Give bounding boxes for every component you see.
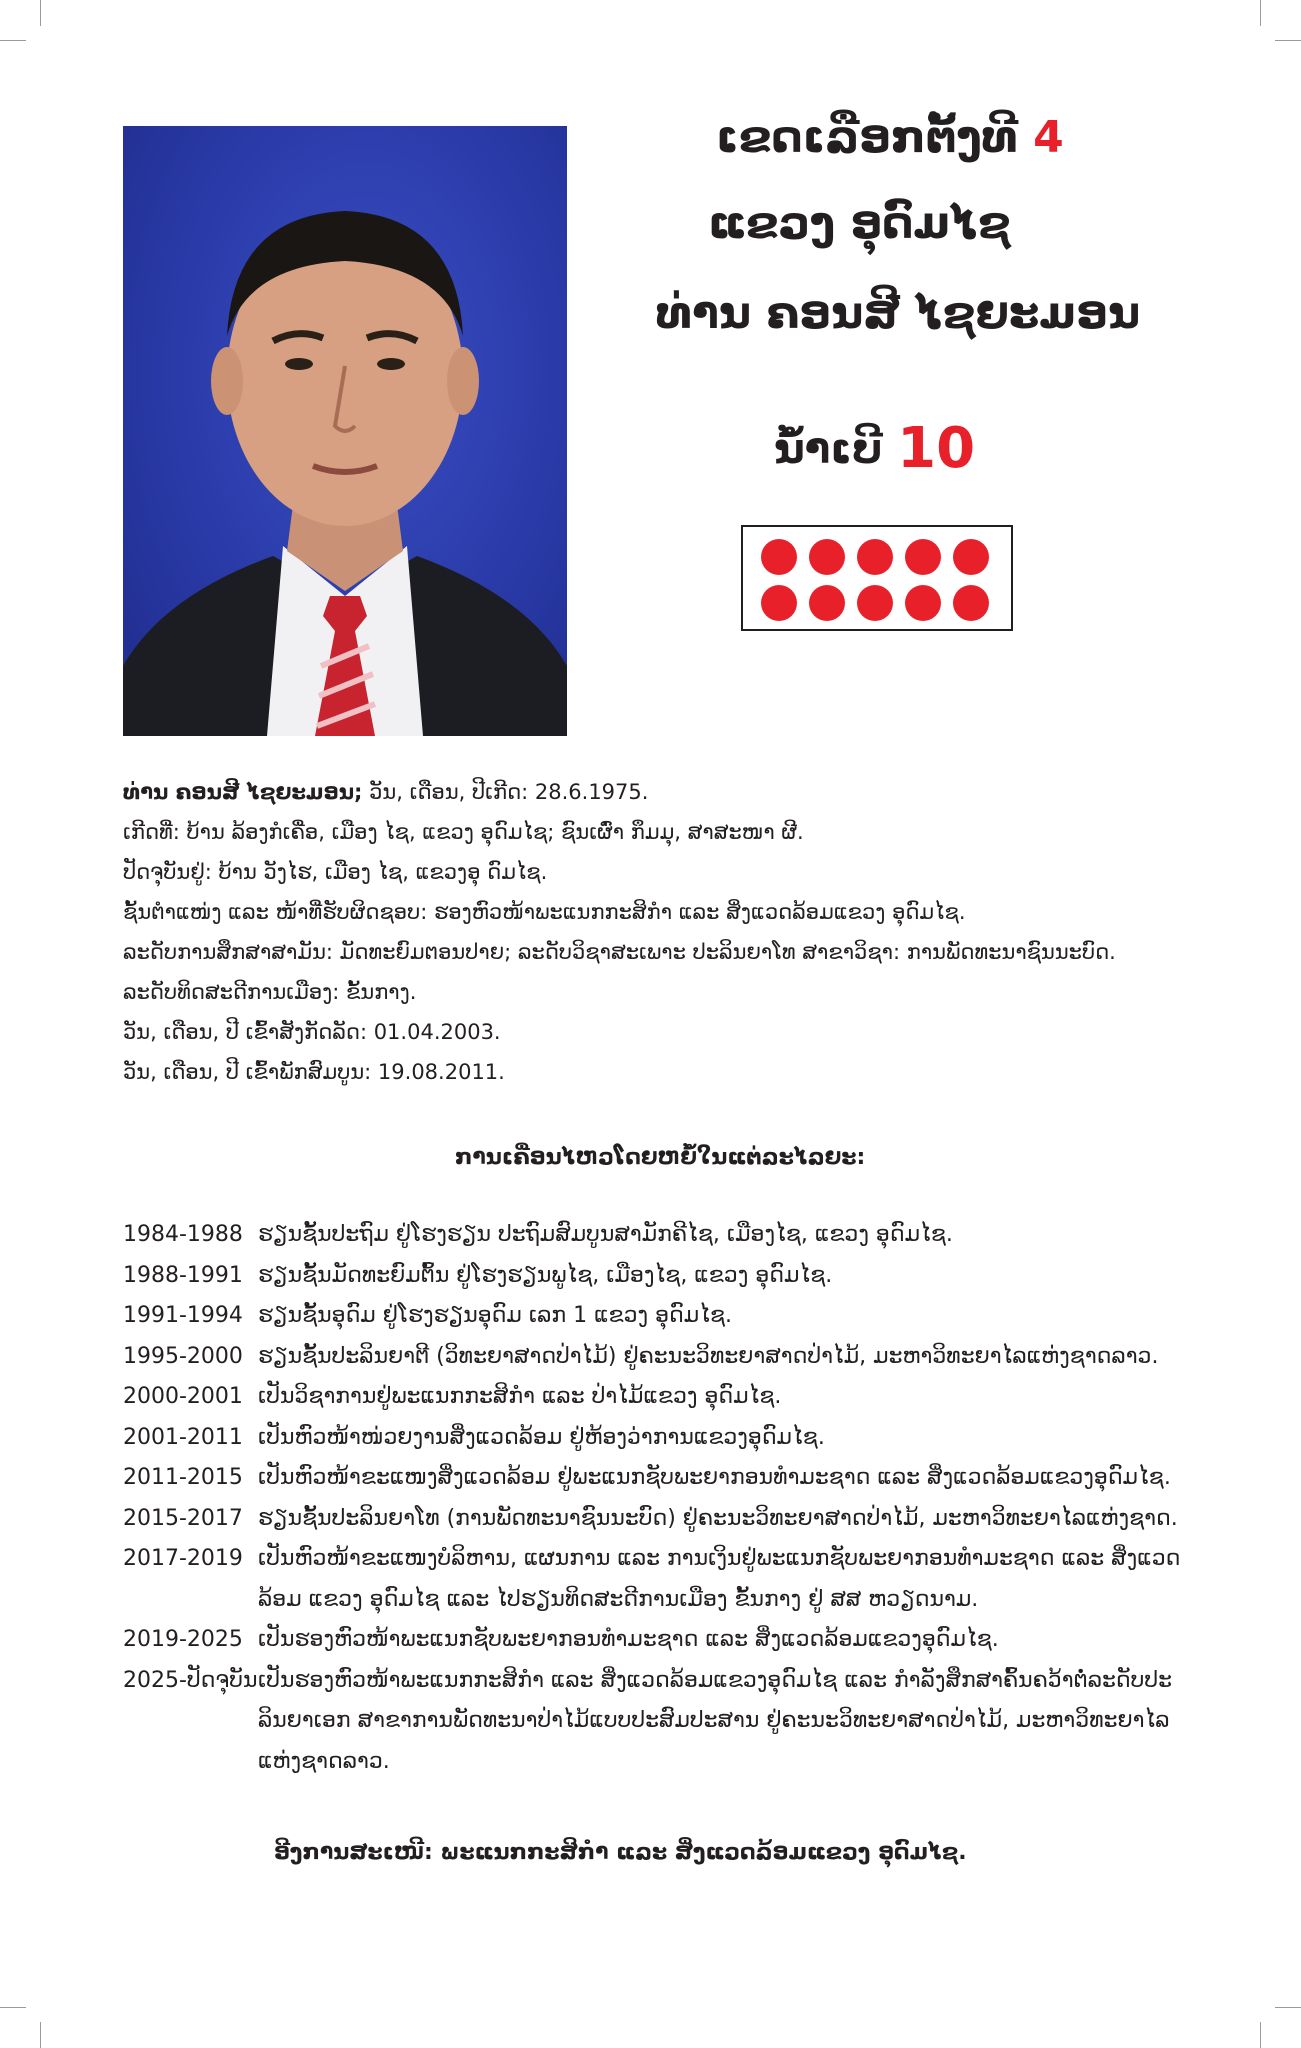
career-description: ເປັນຮອງຫົວໜ້າພະແນກກະສິກໍາ ແລະ ສິ່ງແວດລ້ອມແຂວງອຸດົມໄຊ ແລະ ກໍາລັງສຶກສາຄົ້ນຄວ້າຕໍ່ລະດັບປະ <box>258 1667 1173 1693</box>
ballot-dot <box>809 585 845 621</box>
ballot-dot <box>953 585 989 621</box>
career-years: 2000-2001 <box>123 1384 243 1409</box>
bio-education: ລະດັບການສຶກສາສາມັນ: ມັດທະຍົມຕອນປາຍ; ລະດັບວິຊາສະເພາະ ປະລິນຍາໂທ ສາຂາວິຊາ: ການພັດທະນາຊົນນະບົດ. <box>123 940 1116 964</box>
career-description: ຮຽນຊັ້ນປະລິນຍາໂທ (ການພັດທະນາຊົນນະບົດ) ຢູ່ຄະນະວິທະຍາສາດປ່າໄມ້, ມະຫາວິທະຍາໄລແຫ່ງຊາດ. <box>258 1505 1178 1531</box>
career-years: 1988-1991 <box>123 1262 243 1288</box>
career-years: 2015-2017 <box>123 1505 243 1531</box>
crop-mark <box>40 0 41 26</box>
ballot-dot <box>761 585 797 621</box>
candidate-name-heading: ທ່ານ ຄອນສີ ໄຊຍະມອນ <box>656 288 1141 339</box>
bio-party: ວັນ, ເດືອນ, ປີ ເຂົ້າພັກສົມບູນ: 19.08.2011. <box>123 1060 505 1084</box>
career-row <box>123 1303 732 1328</box>
province-heading: ແຂວງ ອຸດົມໄຊ <box>708 198 1011 249</box>
career-row <box>123 1465 1171 1490</box>
candidate-number: ນໍ້າເບີ 10 <box>774 416 976 481</box>
nominated-by: ອີງການສະເໜີ: ພະແນກກະສິກໍາ ແລະ ສິ່ງແວດລ້ອມແຂວງ ອຸດົມໄຊ. <box>274 1840 967 1865</box>
career-row <box>123 1546 1180 1571</box>
career-years: 1995-2000 <box>123 1343 243 1369</box>
career-row <box>123 1384 781 1409</box>
district-heading: ເຂດເລືອກຕັ້ງທີ 4 <box>716 112 1064 163</box>
career-description: ເປັນຫົວໜ້າໜ່ວຍງານສິ່ງແວດລ້ອມ ຢູ່ຫ້ອງວ່າການແຂວງອຸດົມໄຊ. <box>258 1424 825 1450</box>
ballot-dot <box>857 539 893 575</box>
crop-mark <box>0 40 26 41</box>
bio-residence: ປັດຈຸບັນຢູ່: ບ້ານ ວັງໄຮ, ເມືອງ ໄຊ, ແຂວງອຸ ດົມໄຊ. <box>123 860 548 884</box>
ballot-dot <box>761 539 797 575</box>
district-number: 4 <box>1033 112 1064 163</box>
career-years: 2017-2019 <box>123 1546 243 1571</box>
career-description-continued: ລິນຍາເອກ ສາຂາການພັດທະນາປ່າໄມ້ແບບປະສົມປະສານ ຢູ່ຄະນະວິທະຍາສາດປ່າໄມ້, ມະຫາວິທະຍາໄລ <box>258 1708 1170 1733</box>
ballot-dot <box>953 539 989 575</box>
career-years: 2025-ປັດຈຸບັນ <box>123 1667 258 1693</box>
crop-mark <box>1260 2022 1261 2048</box>
career-row <box>123 1344 1158 1369</box>
crop-mark <box>1260 0 1261 26</box>
career-row <box>123 1222 953 1247</box>
career-description: ເປັນວິຊາການຢູ່ພະແນກກະສິກໍາ ແລະ ປ່າໄມ້ແຂວງ ອຸດົມໄຊ. <box>258 1384 782 1409</box>
bio-position: ຊັ້ນຕໍາແໜ່ງ ແລະ ໜ້າທີ່ຮັບຜິດຊອບ: ຮອງຫົວໜ້າພະແນກກະສິກໍາ ແລະ ສິ່ງແວດລ້ອມແຂວງ ອຸດົມໄຊ. <box>123 900 966 924</box>
career-description: ຮຽນຊັ້ນປະລິນຍາຕີ (ວິທະຍາສາດປ່າໄມ້) ຢູ່ຄະນະວິທະຍາສາດປ່າໄມ້, ມະຫາວິທະຍາໄລແຫ່ງຊາດລາວ. <box>258 1343 1159 1369</box>
bio-name-line: ທ່ານ ຄອນສີ ໄຊຍະມອນ; ວັນ, ເດືອນ, ປີເກີດ: 28.6.1975. <box>123 780 649 804</box>
career-description-continued: ລ້ອມ ແຂວງ ອຸດົມໄຊ ແລະ ໄປຮຽນທິດສະດີການເມືອງ ຂັ້ນກາງ ຢູ່ ສສ ຫວຽດນາມ. <box>258 1586 979 1612</box>
career-years: 2019-2025 <box>123 1627 243 1652</box>
crop-mark <box>40 2022 41 2048</box>
career-description-continued: ແຫ່ງຊາດລາວ. <box>258 1748 390 1774</box>
career-description: ຮຽນຊັ້ນມັດທະຍົມຕົ້ນ ຢູ່ໂຮງຮຽນພູໄຊ, ເມືອງໄຊ, ແຂວງ ອຸດົມໄຊ. <box>258 1262 833 1288</box>
career-description: ເປັນຫົວໜ້າຂະແໜງບໍລິຫານ, ແຜນການ ແລະ ການເງິນຢູ່ພະແນກຊັບພະຍາກອນທໍາມະຊາດ ແລະ ສິ່ງແວດ <box>258 1546 1181 1571</box>
career-description: ເປັນຫົວໜ້າຂະແໜງສິ່ງແວດລ້ອມ ຢູ່ພະແນກຊັບພະຍາກອນທໍາມະຊາດ ແລະ ສິ່ງແວດລ້ອມແຂວງອຸດົມໄຊ. <box>258 1465 1171 1490</box>
career-description: ຮຽນຊັ້ນປະຖົມ ຢູ່ໂຮງຮຽນ ປະຖົມສົມບູນສາມັກຄີໄຊ, ເມືອງໄຊ, ແຂວງ ອຸດົມໄຊ. <box>258 1222 953 1247</box>
bio-youth-union: ວັນ, ເດືອນ, ປີ ເຂົ້າສັງກັດລັດ: 01.04.2003. <box>123 1020 501 1044</box>
career-years: 1984-1988 <box>123 1222 243 1247</box>
crop-mark <box>1275 2007 1301 2008</box>
candidate-number-value: 10 <box>897 416 976 481</box>
career-years: 2011-2015 <box>123 1465 243 1490</box>
crop-mark <box>1275 40 1301 41</box>
ballot-dot <box>857 585 893 621</box>
career-years: 2001-2011 <box>123 1424 243 1450</box>
career-row <box>123 1263 832 1288</box>
bio-birthplace: ເກີດທີ່: ບ້ານ ລ້ອງກໍເຄື່ອ, ເມືອງ ໄຊ, ແຂວງ ອຸດົມໄຊ; ຊົນເຜົ່າ ກຶມມຸ, ສາສະໜາ ຜີ. <box>123 820 804 844</box>
candidate-photo <box>123 126 567 736</box>
ballot-dot <box>905 539 941 575</box>
career-row <box>123 1425 825 1450</box>
career-row <box>123 1506 1178 1531</box>
ballot-dot <box>809 539 845 575</box>
career-description: ເປັນຮອງຫົວໜ້າພະແນກຊັບພະຍາກອນທໍາມະຊາດ ແລະ ສິ່ງແວດລ້ອມແຂວງອຸດົມໄຊ. <box>258 1627 999 1652</box>
career-description: ຮຽນຊັ້ນອຸດົມ ຢູ່ໂຮງຮຽນອຸດົມ ເລກ 1 ແຂວງ ອຸດົມໄຊ. <box>258 1303 733 1328</box>
ballot-dot <box>905 585 941 621</box>
crop-mark <box>0 2007 26 2008</box>
career-row <box>123 1668 1172 1693</box>
bio-political: ລະດັບທິດສະດີການເມືອງ: ຂັ້ນກາງ. <box>123 980 417 1004</box>
career-title: ການເຄື່ອນໄຫວໂດຍຫຍໍ້ໃນແຕ່ລະໄລຍະ: <box>455 1145 866 1170</box>
ballot-number-dots <box>741 525 1013 631</box>
career-row <box>123 1627 999 1652</box>
career-years: 1991-1994 <box>123 1303 243 1328</box>
